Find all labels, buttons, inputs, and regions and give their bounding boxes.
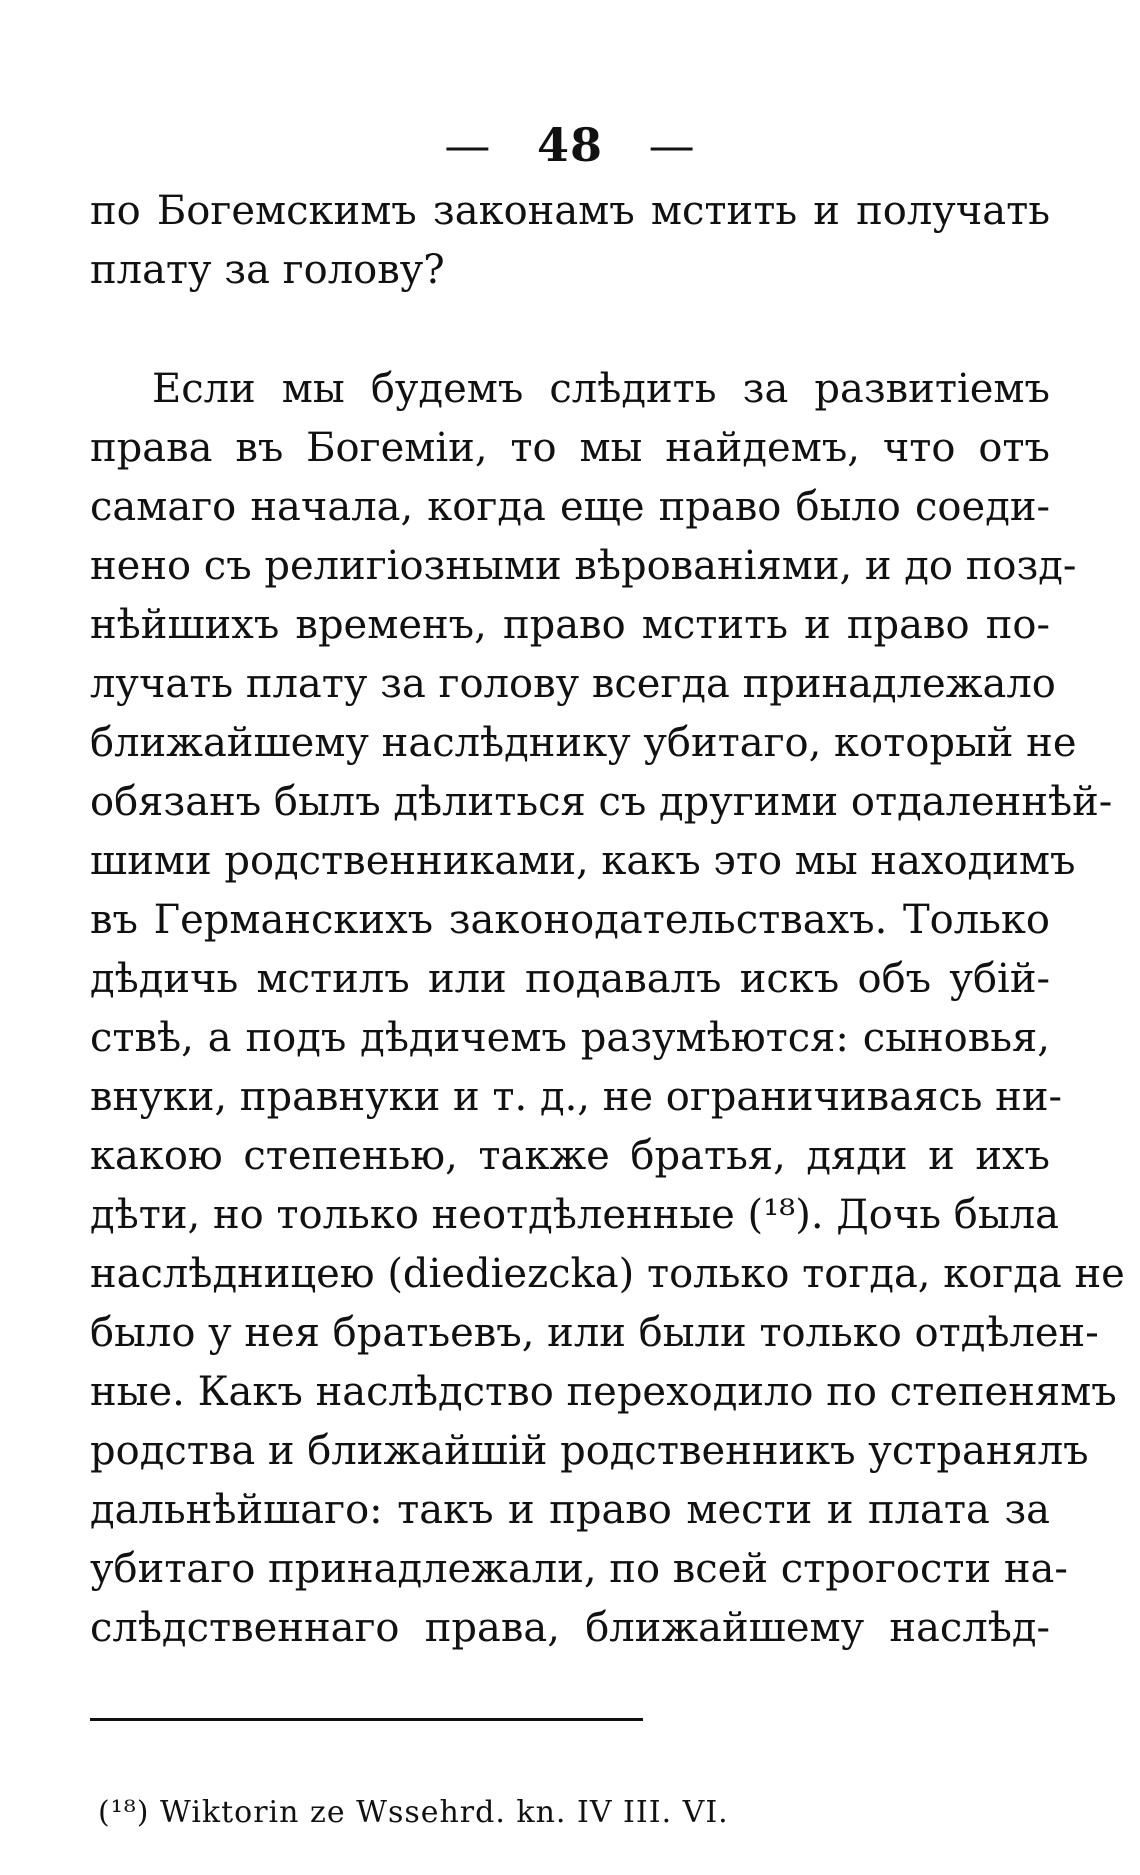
header-dash-left: — <box>444 118 492 172</box>
text-line: ближайшему наслѣднику убитаго, который не <box>90 720 1077 766</box>
text-line: шими родственниками, какъ это мы находимъ <box>90 838 1076 884</box>
text-line: дѣти, но только неотдѣленные (¹⁸). Дочь была <box>90 1192 1059 1238</box>
text-line: дальнѣйшаго: такъ и право мести и плата за <box>90 1487 1050 1533</box>
text-line: обязанъ былъ дѣлиться съ другими отдаленнѣй- <box>90 779 1113 825</box>
text-line: какою степенью, также братья, дяди и ихъ <box>90 1133 1050 1179</box>
text-line: въ Германскихъ законодательствахъ. Только <box>90 897 1050 943</box>
text-line: ные. Какъ наслѣдство переходило по степенямъ <box>90 1369 1117 1415</box>
text-line: самаго начала, когда еще право было соеди- <box>90 484 1050 530</box>
text-line: лучать плату за голову всегда принадлежало <box>90 661 1056 707</box>
page-header <box>0 118 1140 172</box>
text-line: права въ Богеміи, то мы найдемъ, что отъ <box>90 425 1050 471</box>
footnote-divider <box>90 1718 643 1721</box>
footnote-marker: (¹⁸) <box>98 1795 150 1830</box>
footnote-text: Wiktorin ze Wssehrd. kn. IV III. VI. <box>160 1795 729 1830</box>
text-line: было у нея братьевъ, или были только отдѣлен- <box>90 1310 1099 1356</box>
page-number: 48 <box>536 118 603 172</box>
text-line: ствѣ, а подъ дѣдичемъ разумѣются: сыновья, <box>90 1015 1050 1061</box>
text-line: плату за голову? <box>90 247 445 293</box>
text-line: нѣйшихъ временъ, право мстить и право по- <box>90 602 1050 648</box>
text-line: родства и ближайшій родственникъ устранялъ <box>90 1428 1089 1474</box>
text-line: Если мы будемъ слѣдить за развитіемъ <box>152 366 1050 412</box>
text-line: дѣдичь мстилъ или подавалъ искъ объ убій- <box>90 956 1050 1002</box>
paragraph-continued <box>90 182 1050 300</box>
text-line: по Богемскимъ законамъ мстить и получать <box>90 188 1050 234</box>
text-line: наслѣдницею (diediezcka) только тогда, когда не <box>90 1251 1125 1297</box>
text-line: слѣдственнаго права, ближайшему наслѣд- <box>90 1605 1050 1651</box>
text-line: убитаго принадлежали, по всей строгости на- <box>90 1546 1068 1592</box>
header-dash-right: — <box>648 118 696 172</box>
footnote <box>98 1795 729 1830</box>
paragraph-main <box>90 360 1125 1658</box>
text-line: внуки, правнуки и т. д., не ограничиваясь ни- <box>90 1074 1063 1120</box>
text-line: нено съ религіозными вѣрованіями, и до позд- <box>90 543 1077 589</box>
